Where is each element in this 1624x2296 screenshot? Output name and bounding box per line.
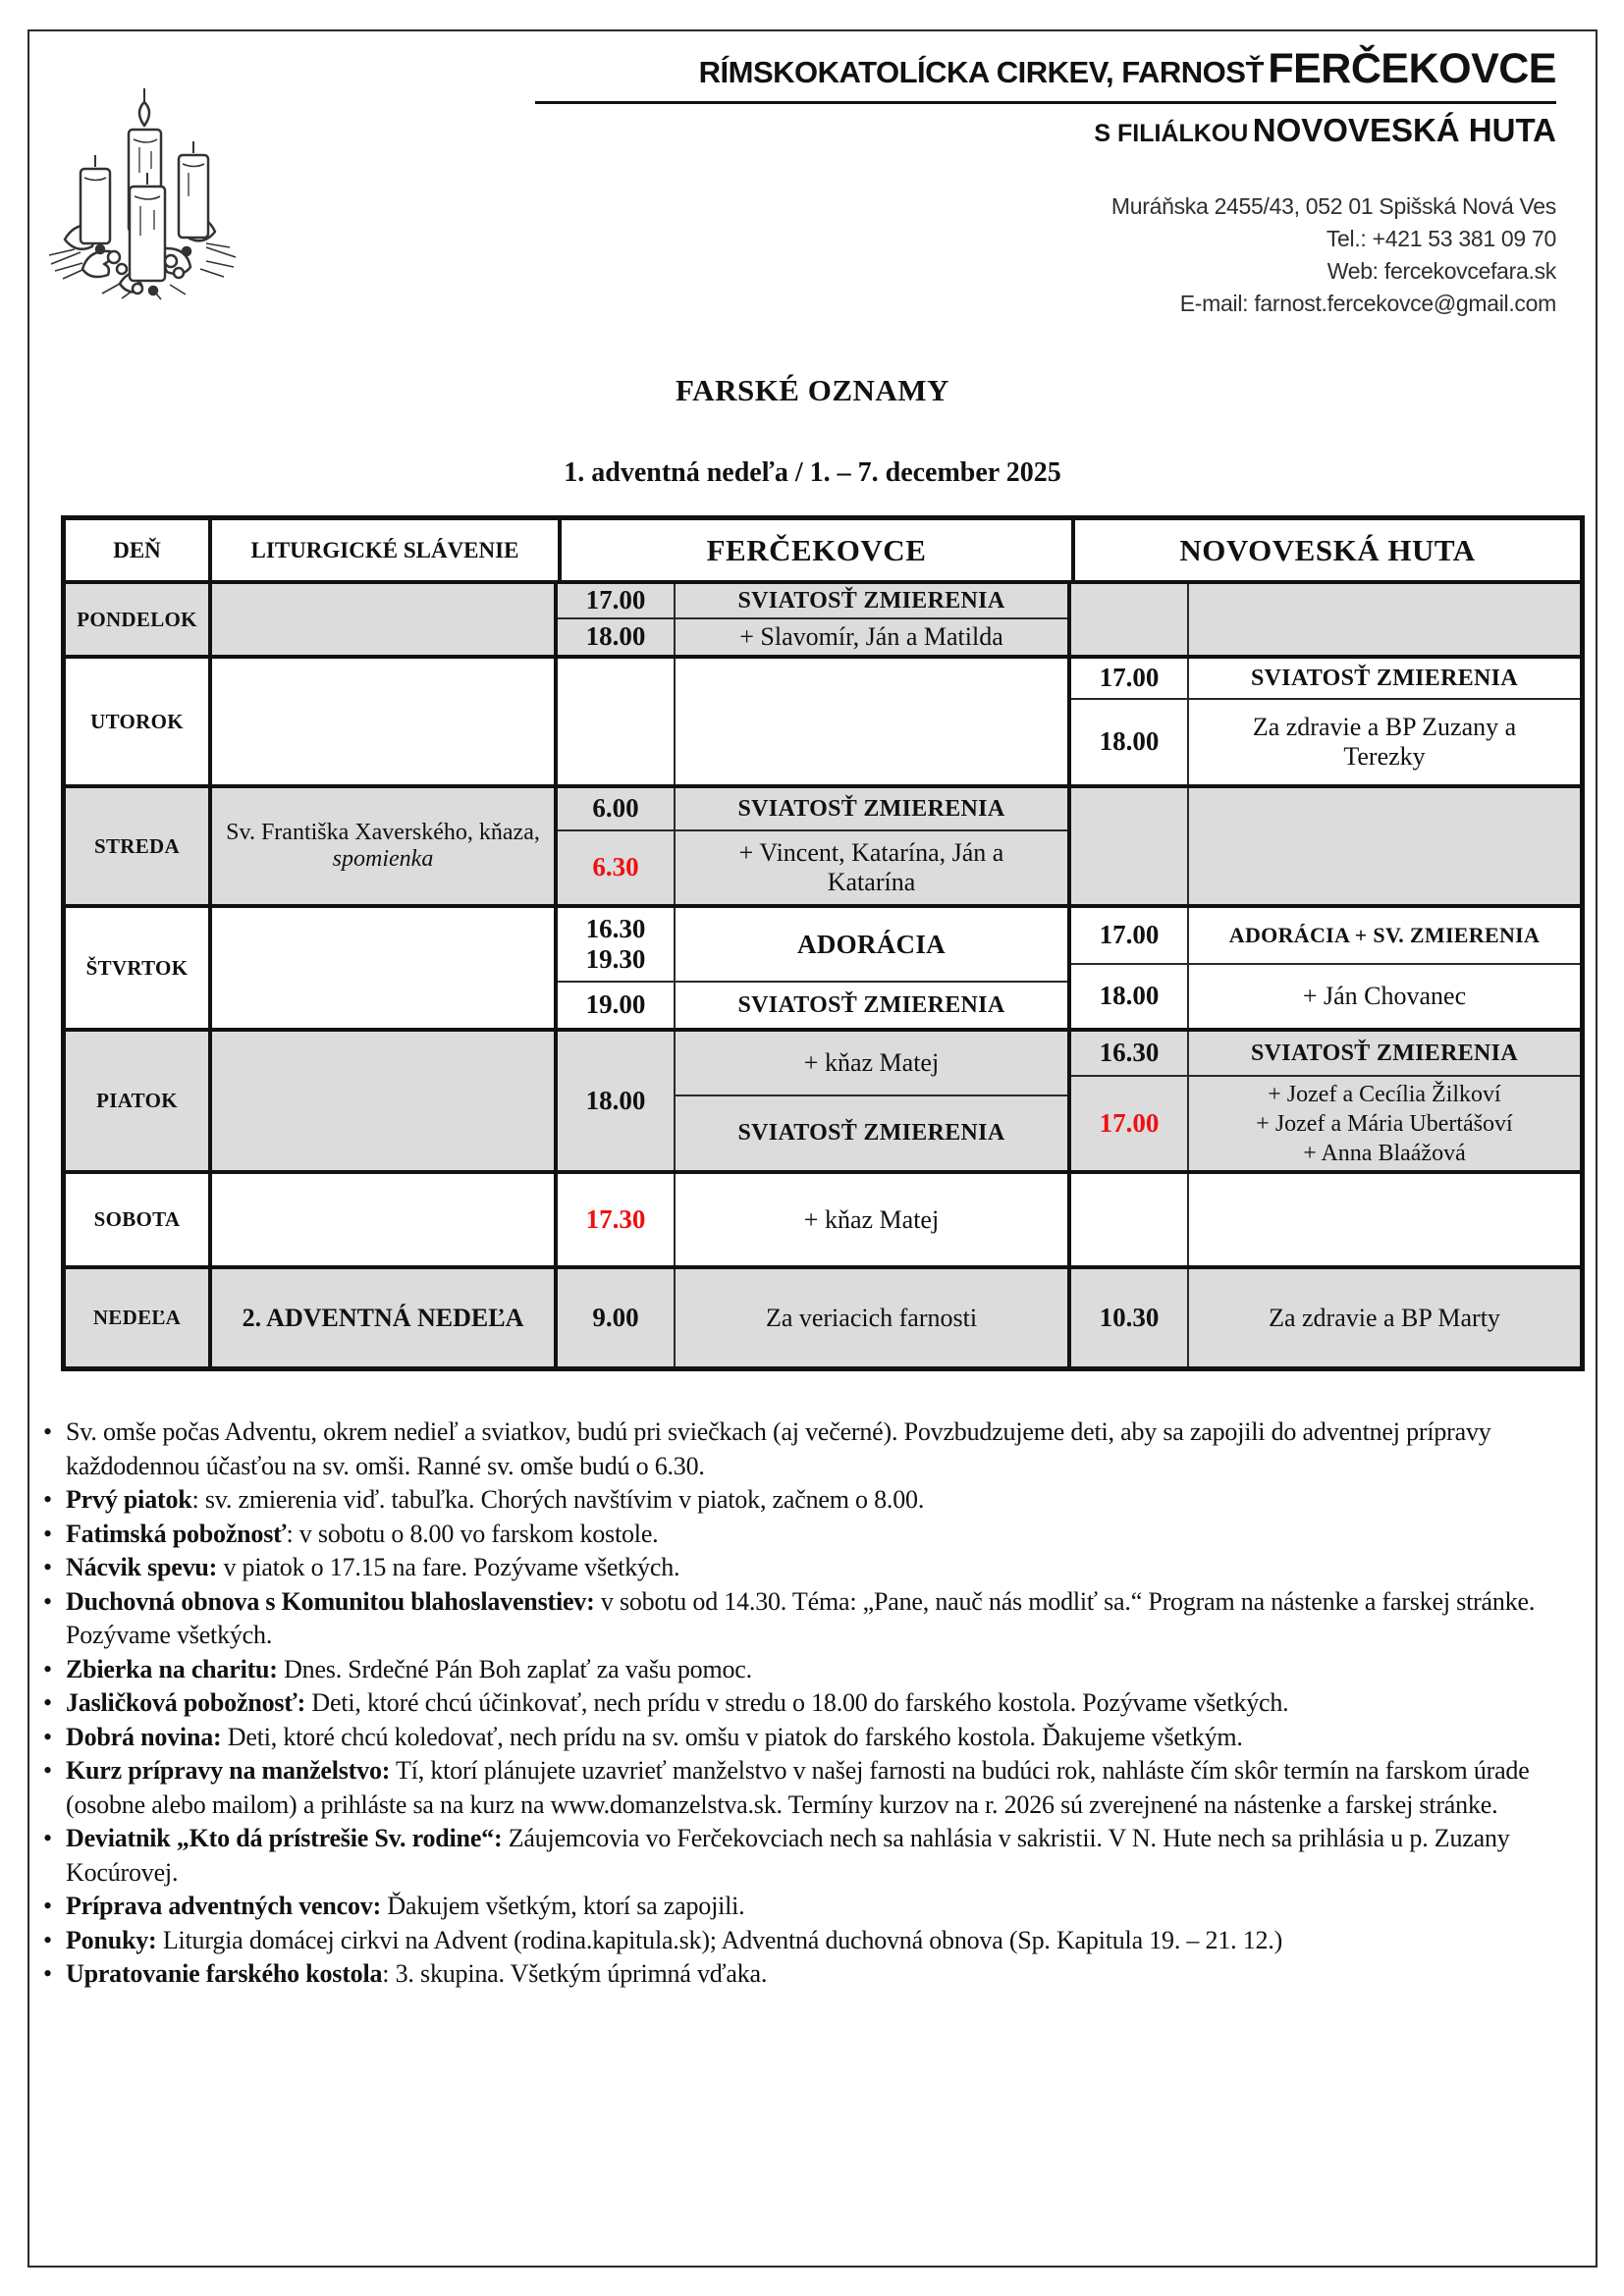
document-body — [29, 373, 1596, 1992]
intention-cell: + Slavomír, Ján a Matilda — [739, 622, 1003, 651]
intention-cell: SVIATOSŤ ZMIERENIA — [737, 795, 1005, 822]
time-cell — [1071, 788, 1189, 904]
announcement-item: • Fatimská pobožnosť: v sobotu o 8.00 vo farskom kostole. — [41, 1518, 1584, 1552]
fercekovce-cell — [554, 1269, 1067, 1366]
announcement-item: • Nácvik spevu: v piatok o 17.15 na fare. Pozývame všetkých. — [41, 1551, 1584, 1585]
novoveska-cell — [1067, 659, 1580, 784]
web-line: Web: fercekovcefara.sk — [1326, 258, 1556, 284]
time-cell: 17.00 — [1071, 908, 1189, 963]
schedule-entry — [1071, 788, 1580, 904]
intention-cell: Za zdravie a BP Zuzany a Terezky — [1252, 713, 1517, 771]
time-cell: 17.30 — [558, 1174, 676, 1265]
day-cell: ŠTVRTOK — [85, 955, 189, 980]
announcement-item: • Ponuky: Liturgia domácej cirkvi na Advent (rodina.kapitula.sk); Adventná duchovná obnova (Sp. Kapitula 19. – 21. 12.) — [41, 1924, 1584, 1958]
intention-cell — [1189, 788, 1580, 904]
time-line: 16.30 — [585, 913, 646, 943]
announcement-item: • Jasličková pobožnosť: Deti, ktoré chcú účinkovať, nech prídu v stredu o 18.00 do farského kostola. Pozývame všetkých. — [41, 1686, 1584, 1721]
schedule-entry — [1071, 908, 1580, 965]
schedule-entry — [1071, 1077, 1580, 1170]
schedule-entry — [558, 1174, 1067, 1265]
time-cell: 16.30 — [1071, 1032, 1189, 1075]
intention-line: + Jozef a Cecília Žilkoví — [1268, 1081, 1501, 1107]
novoveska-cell — [1067, 584, 1580, 655]
header-day: DEŇ — [113, 537, 161, 562]
document-page — [27, 29, 1597, 2268]
announcement-item: • Duchovná obnova s Komunitou blahoslavenstiev: v sobotu od 14.30. Téma: „Pane, nauč nás modliť sa.“ Program na nástenke a farskej stránke. Pozývame všetkých. — [41, 1585, 1584, 1653]
intention-cell — [676, 659, 1067, 784]
time-cell — [1071, 1174, 1189, 1265]
announcement-item: • Deviatnik „Kto dá prístrešie Sv. rodine“: Záujemcovia vo Ferčekovciach nech sa nahlásia v sakristii. V N. Hute nech sa prihlásia u p. Zuzany Kocúrovej. — [41, 1822, 1584, 1890]
time-cell: 9.00 — [558, 1269, 676, 1366]
fercekovce-cell — [554, 584, 1067, 655]
fercekovce-cell — [554, 659, 1067, 784]
table-row-utorok — [66, 655, 1580, 784]
intention-cell: Za zdravie a BP Marty — [1269, 1303, 1500, 1332]
schedule-entry — [1071, 700, 1580, 784]
time-cell — [558, 908, 676, 981]
intention-cell: SVIATOSŤ ZMIERENIA — [737, 587, 1005, 614]
liturgical-memorial: spomienka — [332, 846, 434, 872]
filial-title — [535, 112, 1556, 149]
schedule-entry — [558, 983, 1067, 1028]
mass-schedule-table — [61, 515, 1585, 1371]
table-row-sobota — [66, 1170, 1580, 1265]
table-row-pondelok — [66, 580, 1580, 655]
advent-wreath-icon — [43, 82, 244, 303]
header-novoveska: NOVOVESKÁ HUTA — [1071, 520, 1580, 580]
day-cell: STREDA — [94, 833, 180, 858]
intention-cell: + Ján Chovanec — [1302, 982, 1467, 1010]
liturgical-cell — [208, 1174, 554, 1265]
phone-line: Tel.: +421 53 381 09 70 — [1326, 226, 1556, 251]
time-cell: 18.00 — [558, 619, 676, 655]
announcement-item: • Zbierka na charitu: Dnes. Srdečné Pán Boh zaplať za vašu pomoc. — [41, 1653, 1584, 1687]
announcement-item: • Príprava adventných vencov: Ďakujem všetkým, ktorí sa zapojili. — [41, 1890, 1584, 1924]
letterhead — [535, 45, 1556, 320]
date-heading: 1. adventná nedeľa / 1. – 7. december 2025 — [564, 457, 1061, 488]
fercekovce-cell — [554, 1032, 1067, 1170]
intention-cell — [1189, 584, 1580, 655]
intention-cell: SVIATOSŤ ZMIERENIA — [737, 991, 1005, 1018]
intention-cell: Za veriacich farnosti — [765, 1303, 978, 1332]
intention-stack — [676, 1032, 1067, 1170]
novoveska-cell — [1067, 1269, 1580, 1366]
novoveska-cell — [1067, 908, 1580, 1028]
intention-cell — [1189, 1174, 1580, 1265]
schedule-entry — [1071, 584, 1580, 655]
filial-title-name: NOVOVESKÁ HUTA — [1252, 112, 1556, 148]
liturgical-cell — [208, 659, 554, 784]
table-row-stvrtok — [66, 904, 1580, 1028]
time-cell — [558, 659, 676, 784]
contact-block — [535, 190, 1556, 320]
intention-cell: + Vincent, Katarína, Ján a Katarína — [738, 838, 1004, 896]
schedule-entry — [1071, 659, 1580, 700]
schedule-entry — [558, 1032, 1067, 1170]
time-cell: 6.00 — [558, 788, 676, 829]
intention-line: + Jozef a Mária Ubertášoví — [1256, 1110, 1513, 1137]
intention-cell: SVIATOSŤ ZMIERENIA — [1251, 1040, 1518, 1066]
header-liturgical: LITURGICKÉ SLÁVENIE — [208, 520, 558, 580]
parish-title-prefix: RÍMSKOKATOLÍCKA CIRKEV, FARNOSŤ — [698, 55, 1264, 89]
address-line: Muráňska 2455/43, 052 01 Spišská Nová Ves — [1110, 193, 1556, 219]
schedule-entry — [558, 831, 1067, 904]
day-cell: PIATOK — [96, 1089, 178, 1112]
filial-title-prefix: S FILIÁLKOU — [1094, 120, 1249, 147]
novoveska-cell — [1067, 788, 1580, 904]
announcement-item: • Prvý piatok: sv. zmierenia viď. tabuľka. Chorých navštívim v piatok, začnem o 8.00. — [41, 1483, 1584, 1518]
schedule-entry — [558, 908, 1067, 983]
table-row-piatok — [66, 1028, 1580, 1170]
day-cell: PONDELOK — [77, 607, 197, 631]
time-cell — [1071, 584, 1189, 655]
header-fercekovce: FERČEKOVCE — [558, 520, 1071, 580]
intention-cell: SVIATOSŤ ZMIERENIA — [737, 1120, 1005, 1146]
parish-title — [535, 45, 1556, 104]
time-cell: 18.00 — [558, 1032, 676, 1170]
schedule-entry — [558, 1269, 1067, 1366]
intention-cell — [1189, 1077, 1580, 1170]
fercekovce-cell — [554, 1174, 1067, 1265]
day-cell: UTOROK — [90, 709, 184, 733]
time-cell: 19.00 — [558, 983, 676, 1028]
page-title: FARSKÉ OZNAMY — [676, 373, 949, 407]
intention-cell: ADORÁCIA — [797, 929, 946, 959]
schedule-entry — [558, 584, 1067, 619]
liturgical-cell — [208, 584, 554, 655]
schedule-entry — [1071, 965, 1580, 1028]
time-cell: 17.00 — [1071, 1077, 1189, 1170]
intention-cell: SVIATOSŤ ZMIERENIA — [1251, 665, 1518, 691]
time-cell: 18.00 — [1071, 700, 1189, 784]
intention-line: + Anna Blaážová — [1303, 1140, 1466, 1166]
time-cell: 17.00 — [1071, 659, 1189, 698]
announcements-section — [41, 1415, 1584, 1992]
time-cell: 10.30 — [1071, 1269, 1189, 1366]
liturgical-cell — [208, 1032, 554, 1170]
intention-cell: ADORÁCIA + SV. ZMIERENIA — [1228, 923, 1541, 947]
fercekovce-cell — [554, 908, 1067, 1028]
announcement-item: • Dobrá novina: Deti, ktoré chcú koledovať, nech prídu na sv. omšu v piatok do farského kostola. Ďakujeme všetkým. — [41, 1721, 1584, 1755]
schedule-entry — [558, 788, 1067, 831]
time-cell: 18.00 — [1071, 965, 1189, 1028]
day-cell: SOBOTA — [93, 1207, 181, 1231]
announcement-item: • Sv. omše počas Adventu, okrem nedieľ a sviatkov, budú pri sviečkach (aj večerné). Povzbudzujeme deti, aby sa zapojili do adventnej prípravy každodennou účasťou na sv. omši. Ranné sv. omše budú o 6.30. — [41, 1415, 1584, 1483]
schedule-entry — [1071, 1174, 1580, 1265]
table-row-nedela — [66, 1265, 1580, 1366]
announcement-item: • Kurz prípravy na manželstvo: Tí, ktorí plánujete uzavrieť manželstvo v našej farnosti na budúci rok, nahláste čím skôr termín na farskom úrade (osobne alebo mailom) a prihláste sa na kurz na www.domanzelstva.sk. Termíny kurzov na r. 2026 sú zverejnené na nástenke a farskej stránke. — [41, 1754, 1584, 1822]
intention-cell: + kňaz Matej — [803, 1204, 940, 1234]
time-cell: 6.30 — [558, 831, 676, 904]
parish-title-name: FERČEKOVCE — [1268, 45, 1556, 92]
intention-cell: + kňaz Matej — [676, 1032, 1067, 1096]
day-cell: NEDEĽA — [92, 1306, 182, 1329]
time-cell: 17.00 — [558, 584, 676, 617]
fercekovce-cell — [554, 788, 1067, 904]
liturgical-text: Sv. Františka Xaverského, kňaza, — [226, 820, 540, 845]
schedule-entry — [1071, 1269, 1580, 1366]
liturgical-cell — [208, 788, 554, 904]
liturgical-cell — [208, 908, 554, 1028]
table-header-row — [66, 520, 1580, 580]
novoveska-cell — [1067, 1174, 1580, 1265]
time-line: 19.30 — [585, 944, 646, 974]
email-line: E-mail: farnost.fercekovce@gmail.com — [1179, 291, 1556, 316]
schedule-entry — [558, 659, 1067, 784]
novoveska-cell — [1067, 1032, 1580, 1170]
schedule-entry — [558, 619, 1067, 655]
schedule-entry — [1071, 1032, 1580, 1077]
liturgical-cell: 2. ADVENTNÁ NEDEĽA — [208, 1269, 554, 1366]
announcement-item: • Upratovanie farského kostola: 3. skupina. Všetkým úprimná vďaka. — [41, 1957, 1584, 1992]
table-row-streda — [66, 784, 1580, 904]
announcements-list — [41, 1415, 1584, 1992]
